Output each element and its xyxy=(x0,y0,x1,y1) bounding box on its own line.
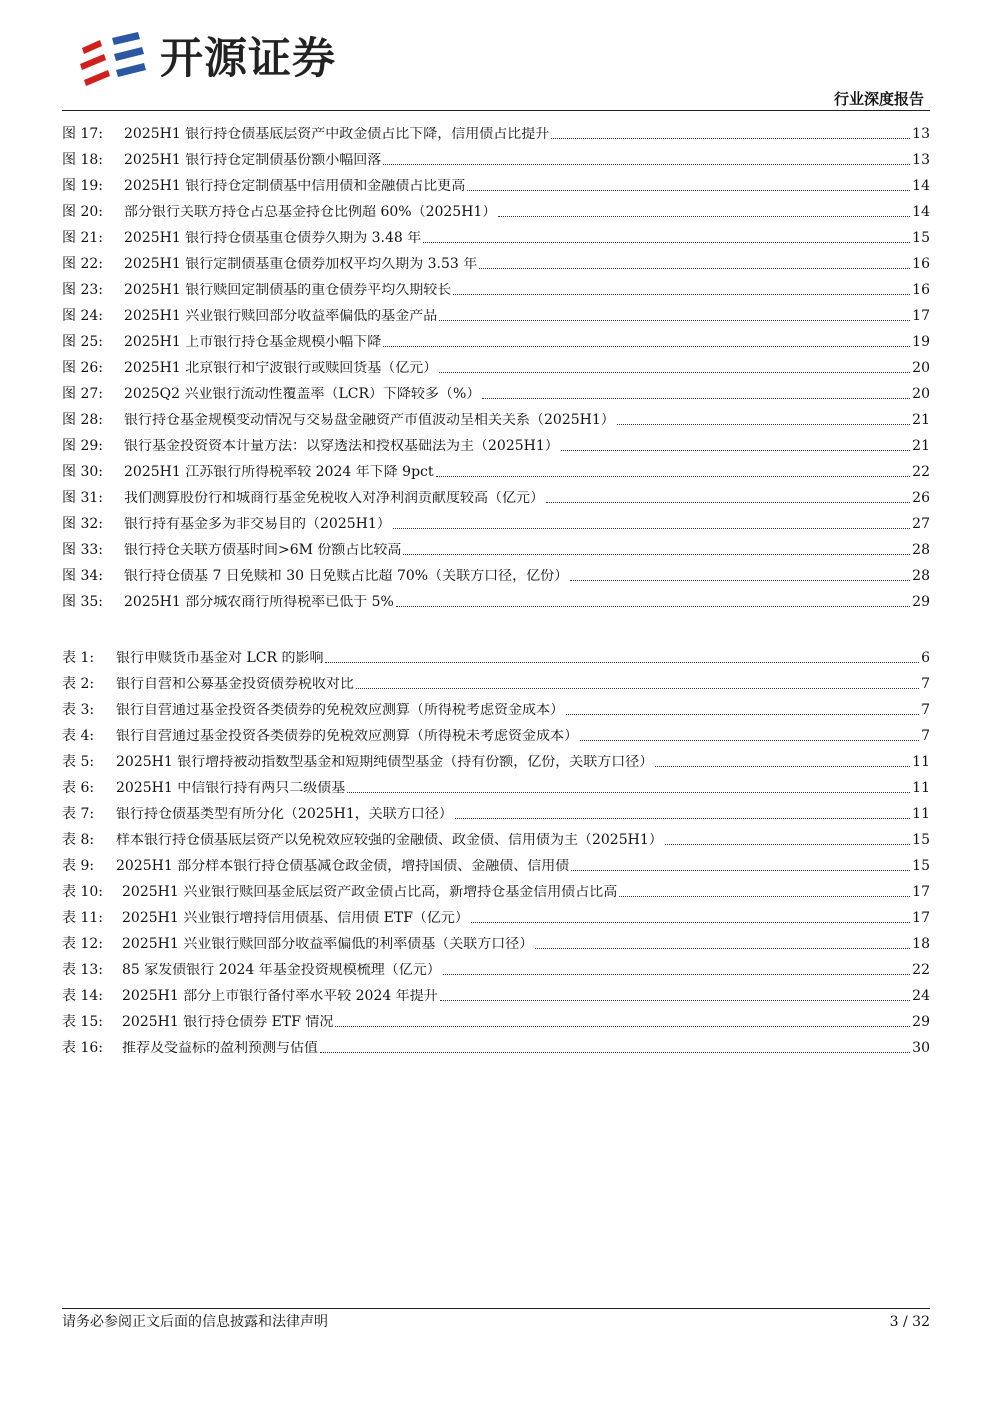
figure-toc-entry-label: 图 34: xyxy=(62,568,103,584)
figure-toc-entry[interactable] xyxy=(62,303,930,329)
dot-leader xyxy=(571,870,910,871)
table-toc-entry-label: 表 13: xyxy=(62,962,103,978)
header-divider xyxy=(62,110,930,111)
figure-toc-entry-page: 20 xyxy=(912,386,930,402)
dot-leader xyxy=(617,424,910,425)
figure-toc-entry-page: 29 xyxy=(912,594,930,610)
table-toc-entry[interactable] xyxy=(62,931,930,957)
figure-toc-entry-title: 银行持有基金多为非交易目的（2025H1） xyxy=(124,517,391,531)
dot-leader xyxy=(347,792,910,793)
table-toc-entry-title: 2025H1 银行持仓债券 ETF 情况 xyxy=(122,1015,334,1029)
dot-leader xyxy=(383,164,910,165)
table-toc-entry-title: 2025H1 兴业银行赎回基金底层资产政金债占比高，新增持仓基金信用债占比高 xyxy=(122,885,618,899)
table-toc-entry[interactable] xyxy=(62,671,930,697)
figure-toc-entry-title: 2025H1 银行赎回定制债基的重仓债券平均久期较长 xyxy=(124,283,452,297)
table-toc-entry-label: 表 10: xyxy=(62,884,103,900)
figure-toc-entry-page: 16 xyxy=(912,256,930,272)
table-toc-entry[interactable] xyxy=(62,723,930,749)
dot-leader xyxy=(535,948,910,949)
figure-toc-entry-page: 28 xyxy=(912,568,930,584)
table-toc-entry-page: 22 xyxy=(912,962,930,978)
table-toc-entry-title: 2025H1 部分上市银行备付率水平较 2024 年提升 xyxy=(122,989,438,1003)
figure-toc-entry-label: 图 25: xyxy=(62,334,103,350)
table-toc-entry-title: 银行持仓债基类型有所分化（2025H1，关联方口径） xyxy=(116,807,453,821)
figure-toc-entry-label: 图 26: xyxy=(62,360,103,376)
figure-toc-entry-page: 21 xyxy=(912,412,930,428)
dot-leader xyxy=(546,502,910,503)
figure-toc-entry-title: 2025H1 银行持仓定制债基中信用债和金融债占比更高 xyxy=(124,179,466,193)
dot-leader xyxy=(439,320,910,321)
dot-leader xyxy=(561,450,910,451)
dot-leader xyxy=(551,138,910,139)
dot-leader xyxy=(423,242,910,243)
figure-toc-entry[interactable] xyxy=(62,277,930,303)
table-toc-entry-page: 7 xyxy=(921,702,930,718)
figure-toc-entry[interactable] xyxy=(62,173,930,199)
dot-leader xyxy=(403,554,910,555)
figure-toc-entry-label: 图 35: xyxy=(62,594,103,610)
table-toc-entry-label: 表 7: xyxy=(62,806,95,822)
figure-toc-entry[interactable] xyxy=(62,381,930,407)
figure-toc-entry-page: 17 xyxy=(912,308,930,324)
dot-leader xyxy=(580,740,919,741)
figure-toc-entry-title: 2025H1 兴业银行赎回部分收益率偏低的基金产品 xyxy=(124,309,438,323)
table-toc-entry-page: 11 xyxy=(912,780,930,796)
table-toc-entry[interactable] xyxy=(62,905,930,931)
table-toc-entry-title: 2025H1 兴业银行赎回部分收益率偏低的利率债基（关联方口径） xyxy=(122,937,534,951)
table-toc-entry-label: 表 12: xyxy=(62,936,103,952)
table-toc-entry-label: 表 1: xyxy=(62,650,95,666)
table-toc-entry-page: 30 xyxy=(912,1040,930,1056)
dot-leader xyxy=(393,528,910,529)
figure-toc-entry-title: 2025Q2 兴业银行流动性覆盖率（LCR）下降较多（%） xyxy=(124,387,481,401)
table-toc-entry[interactable] xyxy=(62,697,930,723)
figure-toc-entry[interactable] xyxy=(62,433,930,459)
report-type-label: 行业深度报告 xyxy=(833,90,924,108)
table-toc-entry-label: 表 5: xyxy=(62,754,95,770)
figure-toc-entry-page: 15 xyxy=(912,230,930,246)
figure-toc-entry-label: 图 23: xyxy=(62,282,103,298)
table-toc-entry-page: 15 xyxy=(912,858,930,874)
table-toc-entry-page: 11 xyxy=(912,754,930,770)
table-toc-entry-title: 2025H1 银行增持被动指数型基金和短期纯债型基金（持有份额，亿份，关联方口径） xyxy=(116,755,654,769)
dot-leader xyxy=(619,896,910,897)
dot-leader xyxy=(356,688,919,689)
table-toc-entry-title: 银行自营通过基金投资各类债券的免税效应测算（所得税考虑资金成本） xyxy=(116,703,564,717)
dot-leader xyxy=(455,818,910,819)
table-toc-entry[interactable] xyxy=(62,645,930,671)
figure-toc-entry-title: 2025H1 北京银行和宁波银行或赎回货基（亿元） xyxy=(124,361,438,375)
table-toc-entry-page: 24 xyxy=(912,988,930,1004)
figure-toc-entry-label: 图 30: xyxy=(62,464,103,480)
figure-toc-entry-page: 28 xyxy=(912,542,930,558)
figure-toc-entry[interactable] xyxy=(62,147,930,173)
figure-toc-entry-label: 图 20: xyxy=(62,204,103,220)
figure-toc-entry-title: 银行基金投资资本计量方法：以穿透法和授权基础法为主（2025H1） xyxy=(124,439,559,453)
figure-toc-entry-title: 我们测算股份行和城商行基金免税收入对净利润贡献度较高（亿元） xyxy=(124,491,544,505)
figure-toc-entry-page: 22 xyxy=(912,464,930,480)
figure-toc-entry[interactable] xyxy=(62,511,930,537)
table-toc-entry-label: 表 2: xyxy=(62,676,95,692)
table-toc-entry-label: 表 16: xyxy=(62,1040,103,1056)
figure-toc-entry-title: 2025H1 银行定制债基重仓债券加权平均久期为 3.53 年 xyxy=(124,257,478,271)
table-toc-entry-page: 11 xyxy=(912,806,930,822)
figure-toc-entry-title: 2025H1 银行持仓债基重仓债券久期为 3.48 年 xyxy=(124,231,422,245)
figure-toc-entry-label: 图 32: xyxy=(62,516,103,532)
figure-toc-entry[interactable] xyxy=(62,329,930,355)
dot-leader xyxy=(443,974,910,975)
company-logo xyxy=(78,30,336,88)
figure-toc-entry-page: 19 xyxy=(912,334,930,350)
figure-toc-entry-page: 26 xyxy=(912,490,930,506)
footer-divider xyxy=(62,1308,930,1309)
table-toc-entry-title: 85 家发债银行 2024 年基金投资规模梳理（亿元） xyxy=(122,963,441,977)
table-toc-entry[interactable] xyxy=(62,879,930,905)
figure-toc-entry[interactable] xyxy=(62,199,930,225)
figure-toc-entry[interactable] xyxy=(62,589,930,615)
table-toc-entry-title: 推荐及受益标的盈利预测与估值 xyxy=(122,1041,318,1055)
dot-leader xyxy=(440,1000,910,1001)
figure-toc-entry-label: 图 29: xyxy=(62,438,103,454)
figure-toc-entry[interactable] xyxy=(62,355,930,381)
figure-toc-entry-title: 2025H1 江苏银行所得税率较 2024 年下降 9pct xyxy=(124,465,434,479)
dot-leader xyxy=(436,476,911,477)
figure-toc-entry-label: 图 31: xyxy=(62,490,103,506)
dot-leader xyxy=(498,216,910,217)
table-toc-entry[interactable] xyxy=(62,1009,930,1035)
figure-toc-entry-title: 2025H1 上市银行持仓基金规模小幅下降 xyxy=(124,335,382,349)
table-toc-entry-title: 2025H1 部分样本银行持仓债基减仓政金债，增持国债、金融债、信用债 xyxy=(116,859,570,873)
tables-toc xyxy=(62,645,930,1061)
dot-leader xyxy=(665,844,910,845)
table-toc-entry-label: 表 4: xyxy=(62,728,95,744)
table-toc-entry-page: 17 xyxy=(912,884,930,900)
dot-leader xyxy=(467,190,910,191)
table-toc-entry-label: 表 9: xyxy=(62,858,95,874)
footer-disclaimer: 请务必参阅正文后面的信息披露和法律声明 xyxy=(62,1314,328,1330)
figure-toc-entry-page: 20 xyxy=(912,360,930,376)
figure-toc-entry[interactable] xyxy=(62,121,930,147)
table-toc-entry-title: 银行自营和公募基金投资债券税收对比 xyxy=(116,677,354,691)
dot-leader xyxy=(453,294,910,295)
table-toc-entry-page: 6 xyxy=(921,650,930,666)
figure-toc-entry[interactable] xyxy=(62,563,930,589)
dot-leader xyxy=(383,346,910,347)
figure-toc-entry[interactable] xyxy=(62,407,930,433)
figure-toc-entry-title: 银行持仓债基 7 日免赎和 30 日免赎占比超 70%（关联方口径，亿份） xyxy=(124,569,569,583)
table-toc-entry[interactable] xyxy=(62,827,930,853)
figure-toc-entry-page: 13 xyxy=(912,126,930,142)
table-toc-entry-label: 表 11: xyxy=(62,910,103,926)
dot-leader xyxy=(325,662,919,663)
figure-toc-entry[interactable] xyxy=(62,485,930,511)
kaiyuan-securities-logo-icon xyxy=(78,30,150,88)
figures-toc xyxy=(62,121,930,615)
table-toc-entry[interactable] xyxy=(62,853,930,879)
dot-leader xyxy=(566,714,919,715)
table-toc-entry[interactable] xyxy=(62,983,930,1009)
figure-toc-entry-page: 14 xyxy=(912,178,930,194)
figure-toc-entry-label: 图 27: xyxy=(62,386,103,402)
figure-toc-entry-label: 图 22: xyxy=(62,256,103,272)
table-toc-entry-page: 18 xyxy=(912,936,930,952)
table-toc-entry-title: 样本银行持仓债基底层资产以免税效应较强的金融债、政金债、信用债为主（2025H1） xyxy=(116,833,663,847)
table-toc-entry[interactable] xyxy=(62,749,930,775)
figure-toc-entry-label: 图 19: xyxy=(62,178,103,194)
table-toc-entry[interactable] xyxy=(62,775,930,801)
table-toc-entry-label: 表 15: xyxy=(62,1014,103,1030)
table-toc-entry-label: 表 14: xyxy=(62,988,103,1004)
figure-toc-entry-title: 银行持仓基金规模变动情况与交易盘金融资产市值波动呈相关关系（2025H1） xyxy=(124,413,615,427)
figure-toc-entry-label: 图 21: xyxy=(62,230,103,246)
dot-leader xyxy=(396,606,910,607)
page-number: 3 / 32 xyxy=(889,1314,930,1330)
figure-toc-entry-title: 银行持仓关联方债基时间>6M 份额占比较高 xyxy=(124,543,402,557)
table-toc-entry-page: 17 xyxy=(912,910,930,926)
dot-leader xyxy=(570,580,910,581)
figure-toc-entry-label: 图 33: xyxy=(62,542,103,558)
figure-toc-entry-label: 图 18: xyxy=(62,152,103,168)
figure-toc-entry[interactable] xyxy=(62,251,930,277)
figure-toc-entry-label: 图 24: xyxy=(62,308,103,324)
figure-toc-entry[interactable] xyxy=(62,225,930,251)
dot-leader xyxy=(482,398,910,399)
table-toc-entry-label: 表 6: xyxy=(62,780,95,796)
dot-leader xyxy=(471,922,910,923)
table-toc-entry-label: 表 8: xyxy=(62,832,95,848)
table-toc-entry-page: 7 xyxy=(921,728,930,744)
figure-toc-entry-page: 27 xyxy=(912,516,930,532)
figure-toc-entry-page: 16 xyxy=(912,282,930,298)
table-toc-entry-title: 2025H1 兴业银行增持信用债基、信用债 ETF（亿元） xyxy=(122,911,469,925)
figure-toc-entry-title: 2025H1 银行持仓债基底层资产中政金债占比下降，信用债占比提升 xyxy=(124,127,550,141)
dot-leader xyxy=(320,1052,910,1053)
figure-toc-entry-title: 2025H1 部分城农商行所得税率已低于 5% xyxy=(124,595,394,609)
figure-toc-entry-page: 13 xyxy=(912,152,930,168)
dot-leader xyxy=(655,766,910,767)
table-toc-entry-label: 表 3: xyxy=(62,702,95,718)
table-toc-entry[interactable] xyxy=(62,957,930,983)
table-toc-entry-page: 7 xyxy=(921,676,930,692)
figure-toc-entry[interactable] xyxy=(62,459,930,485)
table-toc-entry-page: 15 xyxy=(912,832,930,848)
table-toc-entry[interactable] xyxy=(62,801,930,827)
dot-leader xyxy=(439,372,910,373)
table-toc-entry-title: 银行申赎货币基金对 LCR 的影响 xyxy=(116,651,324,665)
table-toc-entry[interactable] xyxy=(62,1035,930,1061)
dot-leader xyxy=(479,268,910,269)
table-toc-entry-title: 银行自营通过基金投资各类债券的免税效应测算（所得税未考虑资金成本） xyxy=(116,729,578,743)
figure-toc-entry-label: 图 28: xyxy=(62,412,103,428)
dot-leader xyxy=(335,1026,910,1027)
figure-toc-entry-label: 图 17: xyxy=(62,126,103,142)
table-toc-entry-title: 2025H1 中信银行持有两只二级债基 xyxy=(116,781,346,795)
table-toc-entry-page: 29 xyxy=(912,1014,930,1030)
logo-text: 开源证券 xyxy=(160,33,336,84)
figure-toc-entry-title: 部分银行关联方持仓占总基金持仓比例超 60%（2025H1） xyxy=(124,205,497,219)
figure-toc-entry-page: 21 xyxy=(912,438,930,454)
figure-toc-entry-page: 14 xyxy=(912,204,930,220)
figure-toc-entry-title: 2025H1 银行持仓定制债基份额小幅回落 xyxy=(124,153,382,167)
figure-toc-entry[interactable] xyxy=(62,537,930,563)
